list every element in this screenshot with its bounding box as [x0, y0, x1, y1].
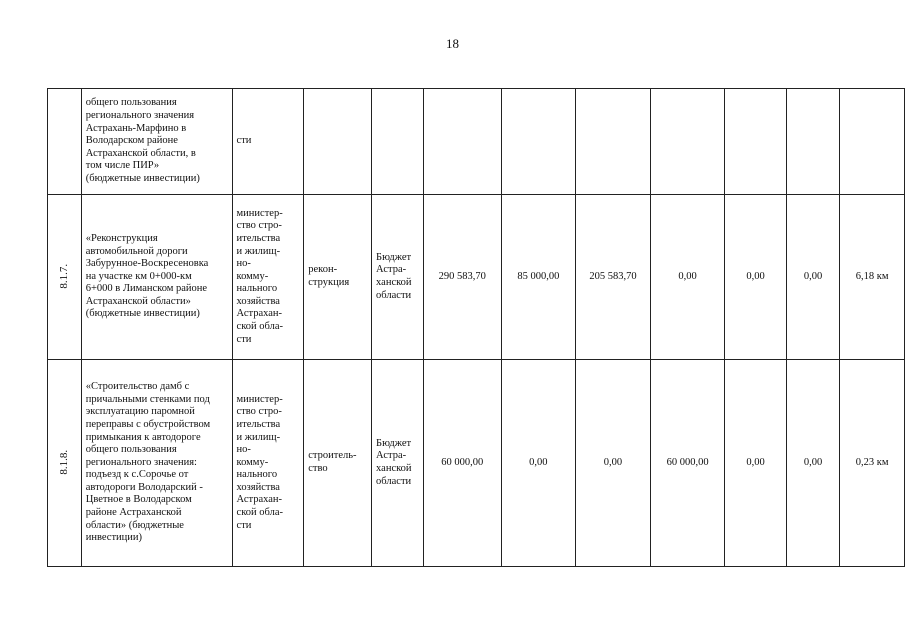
value-col-4	[650, 89, 725, 195]
work-type-cell	[304, 195, 372, 360]
value-col-2	[501, 89, 576, 195]
customer-cell	[232, 195, 304, 360]
work-type: строитель- ство	[308, 450, 357, 474]
table-row	[48, 195, 905, 360]
funding-source: Бюджет Астра- ханской области	[376, 437, 412, 487]
value-col-6: 0,00	[786, 195, 840, 360]
work-type-cell	[304, 89, 372, 195]
value-col-4: 0,00	[650, 195, 725, 360]
value-col-3: 205 583,70	[576, 195, 651, 360]
value-col-4: 60 000,00	[650, 360, 725, 567]
funding-source: Бюджет Астра- ханской области	[376, 251, 412, 301]
row-number: 8.1.7.	[58, 264, 71, 289]
customer-cell	[232, 360, 304, 567]
total-cost	[423, 89, 501, 195]
row-number-cell	[48, 89, 82, 195]
customer-cell	[232, 89, 304, 195]
table-row	[48, 89, 905, 195]
value-col-3: 0,00	[576, 360, 651, 567]
object-name-cell	[81, 195, 232, 360]
page-number: 18	[446, 36, 459, 51]
customer: министер- ство стро- ительства и жилищ- но- комму- нального хозяйства Астрахан- ской обла- сти	[236, 207, 283, 345]
object-name-cell	[81, 360, 232, 567]
investment-table	[47, 88, 905, 567]
funding-source-cell	[372, 89, 424, 195]
object-name: «Реконструкция автомобильной дороги Забурунное-Воскресеновка на участке км 0+000-км 6+000 в Лиманском районе Астраханской области» (бюджетные инвестиции)	[85, 232, 209, 320]
length	[840, 89, 905, 195]
funding-source-cell	[372, 195, 424, 360]
work-type-cell	[304, 360, 372, 567]
row-number-cell	[48, 195, 82, 360]
table-row	[48, 360, 905, 567]
value-col-5: 0,00	[725, 195, 786, 360]
value-col-3	[576, 89, 651, 195]
customer: министер- ство стро- ительства и жилищ- но- комму- нального хозяйства Астрахан- ской обла- сти	[236, 393, 283, 531]
value-col-6: 0,00	[786, 360, 840, 567]
total-cost: 290 583,70	[423, 195, 501, 360]
length: 6,18 км	[840, 195, 905, 360]
work-type: рекон- струкция	[308, 264, 350, 288]
length: 0,23 км	[840, 360, 905, 567]
value-col-6	[786, 89, 840, 195]
customer: сти	[236, 135, 252, 147]
value-col-5: 0,00	[725, 360, 786, 567]
total-cost: 60 000,00	[423, 360, 501, 567]
object-name: общего пользования регионального значения Астрахань-Марфино в Володарском районе Астраханской области, в том числе ПИР» (бюджетные инвестиции)	[85, 97, 200, 184]
object-name-cell	[81, 89, 232, 195]
value-col-2: 85 000,00	[501, 195, 576, 360]
funding-source-cell	[372, 360, 424, 567]
row-number: 8.1.8.	[58, 450, 71, 475]
value-col-5	[725, 89, 786, 195]
object-name: «Строительство дамб с причальными стенками под эксплуатацию паромной переправы с обустройством примыкания к автодороге общего пользования регионального значения: подъезд к с.Сорочье от автодороги Володарский - Цветное в Володарском районе Астраханской области» (бюджетные инвестиции)	[85, 381, 211, 544]
row-number-cell	[48, 360, 82, 567]
value-col-2: 0,00	[501, 360, 576, 567]
